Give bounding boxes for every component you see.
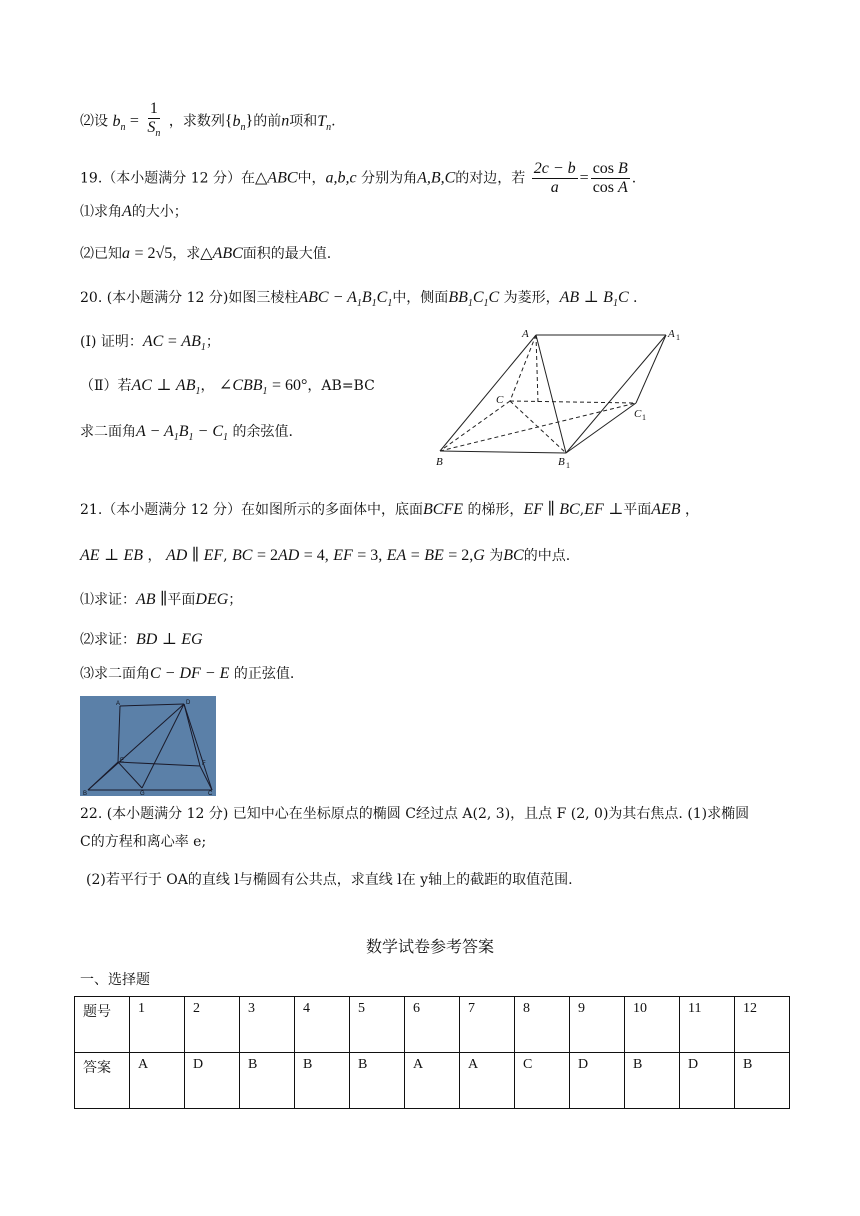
- photo-label-b: B: [83, 791, 88, 796]
- polyhedron-photo: [80, 696, 216, 796]
- photo-label-c: C: [208, 791, 213, 796]
- answer-table-cell: 2: [185, 997, 240, 1053]
- q19-stem: 19.（本小题满分 12 分）在△ABC中，a,b,c 分别为角A,B,C的对边，若 $\frac{2c - b}{a}$ = $\frac{\text{cos B}}{\text{cos A}}$ .: [80, 160, 637, 196]
- photo-label-a: A: [116, 701, 121, 707]
- photo-label-e: E: [120, 758, 125, 764]
- answer-table-answer-row: [75, 1053, 790, 1109]
- answer-table-cell: 题号: [75, 997, 130, 1053]
- photo-label-d: D: [186, 700, 191, 706]
- answer-table-cell: A: [405, 1053, 460, 1109]
- answer-table-cell: 答案: [75, 1053, 130, 1109]
- answer-table-cell: 11: [680, 997, 735, 1053]
- answer-table-cell: A: [460, 1053, 515, 1109]
- q22-line3: (2)若平行于 OA的直线 l与椭圆有公共点，求直线 l在 y轴上的截距的取值范围.: [86, 872, 573, 888]
- answer-table-cell: B: [295, 1053, 350, 1109]
- q20-stem: 20. (本小题满分 12 分)如图三棱柱ABC − $A_1B_1C_1$中，侧面$BB_1C_1C$ 为菱形，AB ⊥ $B_1C$ .: [80, 289, 638, 310]
- q19-part1: ⑴求角A的大小；: [80, 203, 188, 220]
- prism-label-a: A: [522, 328, 529, 340]
- photo-label-f: F: [202, 761, 206, 767]
- svg-text:1: 1: [566, 461, 570, 470]
- prism-label-b1: B: [558, 456, 565, 468]
- answer-table-cell: D: [680, 1053, 735, 1109]
- q21-stem-2: AE ⊥ EB ， AD ∥ EF, BC = 2AD = 4, EF = 3, EA = BE = 2,G 为BC的中点.: [80, 547, 571, 564]
- svg-text:1: 1: [676, 333, 680, 342]
- prism-label-c: C: [496, 394, 504, 406]
- answer-table-cell: B: [240, 1053, 295, 1109]
- answer-table-cell: 5: [350, 997, 405, 1053]
- q22-line1: 22. (本小题满分 12 分) 已知中心在坐标原点的椭圆 C经过点 A(2, 3)，且点 F (2, 0)为其右焦点. (1)求椭圆: [80, 806, 750, 822]
- q21-part3: ⑶求二面角C − DF − E 的正弦值.: [80, 665, 295, 682]
- q20-part3: 求二面角$A - A_1B_1 - C_1$ 的余弦值.: [80, 423, 293, 444]
- answer-table-cell: 4: [295, 997, 350, 1053]
- answer-table-cell: 9: [570, 997, 625, 1053]
- answers-title: 数学试卷参考答案: [365, 937, 494, 956]
- answer-table-cell: D: [570, 1053, 625, 1109]
- answer-table-cell: 7: [460, 997, 515, 1053]
- q20-part1: (Ⅰ) 证明：AC = $AB_1$；: [80, 333, 220, 354]
- answer-table-cell: 3: [240, 997, 295, 1053]
- answer-table-cell: B: [735, 1053, 790, 1109]
- q21-stem-1: 21.（本小题满分 12 分）在如图所示的多面体中，底面BCFE 的梯形，EF ∥ BC,EF ⊥平面AEB ，: [80, 501, 700, 518]
- prism-figure: [430, 325, 690, 470]
- answer-table-cell: 6: [405, 997, 460, 1053]
- q21-part2: ⑵求证：BD ⊥ EG: [80, 631, 203, 648]
- q20-part2: （Ⅱ）若AC ⊥ $AB_1$， $\angle CBB_1 = 60^\circ$，AB=BC: [80, 377, 375, 398]
- answer-table-header-row: [75, 997, 790, 1053]
- answer-table: [74, 996, 790, 1109]
- answers-section: 一、选择题: [80, 972, 150, 988]
- svg-text:1: 1: [642, 413, 646, 422]
- answer-table-cell: 8: [515, 997, 570, 1053]
- prism-label-c1: C: [634, 408, 642, 420]
- answer-table-cell: 10: [625, 997, 680, 1053]
- answer-table-cell: D: [185, 1053, 240, 1109]
- q19-part2: ⑵已知a = 2√5，求△ABC面积的最大值.: [80, 245, 332, 262]
- photo-label-g: G: [140, 791, 145, 796]
- q22-line2: C的方程和离心率 e;: [80, 834, 207, 850]
- answer-table-cell: B: [350, 1053, 405, 1109]
- prism-label-b: B: [436, 456, 443, 468]
- answer-table-cell: 12: [735, 997, 790, 1053]
- q18-part2: ⑵设 $b_n$ = $\frac{1}{S_n}$ ，求数列$\{b_n\}$的前n项和$T_n$.: [80, 100, 336, 140]
- q21-part1: ⑴求证：AB ∥平面DEG；: [80, 591, 243, 608]
- answer-table-cell: 1: [130, 997, 185, 1053]
- answer-table-cell: A: [130, 1053, 185, 1109]
- answer-table-cell: C: [515, 1053, 570, 1109]
- answer-table-cell: B: [625, 1053, 680, 1109]
- prism-label-a1: A: [668, 328, 675, 340]
